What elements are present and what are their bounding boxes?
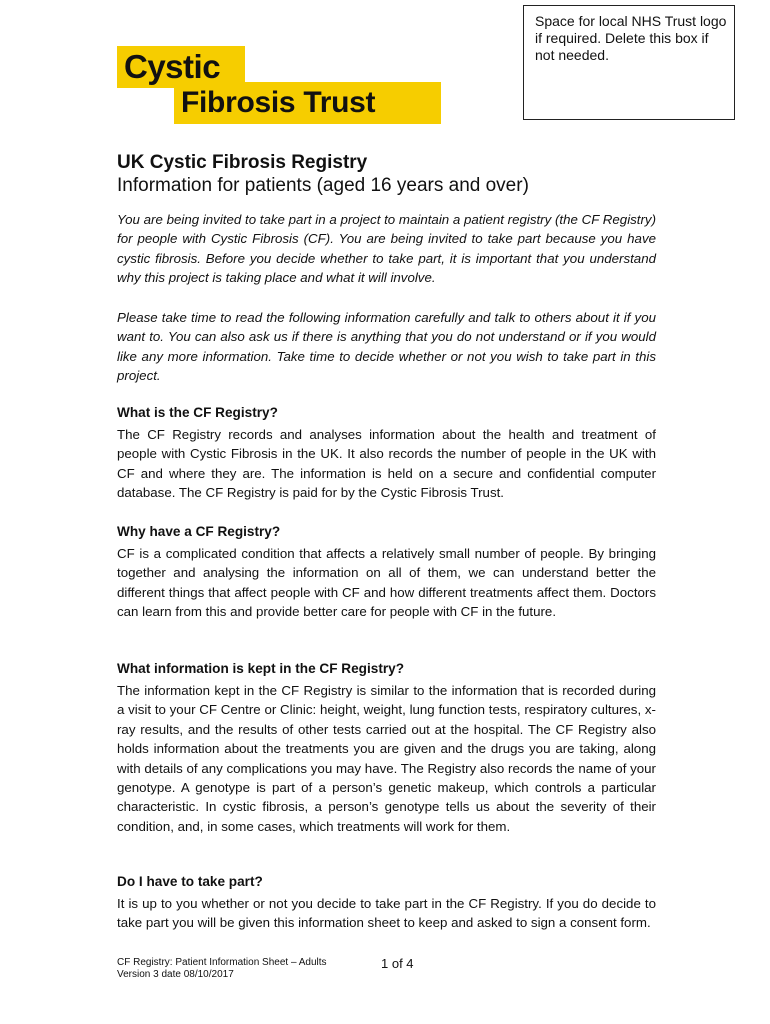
nhs-box-text: Space for local NHS Trust logo if required. Delete this box if not needed. [535,13,727,63]
section-body-information-kept: The information kept in the CF Registry is similar to the information that is recorded during a visit to your CF Centre or Clinic: height, weight, lung function tests, respiratory cultures, x-ray results, and the results of other tests carried out at the hospital. The CF Registry also holds information about the treatments you are given and the drugs you are taking, along with details of any complications you may have. The Registry also records the name of your genotype. A genotype is part of a person’s genetic makeup, which controls a particular characteristic. In cystic fibrosis, a person’s genotype tells us about the severity of their condition, and, in some cases, which treatments will work for them. [117,683,656,834]
section-heading-what-is: What is the CF Registry? [117,405,278,420]
section-heading-take-part: Do I have to take part? [117,874,263,889]
page-number: 1 of 4 [381,956,414,971]
section-body-why: CF is a complicated condition that affects a relatively small number of people. By bringing together and analysing the information on all of them, we can understand better the different things that affect people with CF and how different treatments affect them. Doctors can learn from this and provide better care for people with CF in the future. [117,546,656,620]
document-subtitle: Information for patients (aged 16 years and over) [117,175,529,196]
cystic-fibrosis-trust-logo [117,46,441,124]
section-heading-information-kept: What information is kept in the CF Registry? [117,661,404,676]
intro-paragraph-1: You are being invited to take part in a project to maintain a patient registry (the CF Registry) for people with Cystic Fibrosis (CF). You are being invited to take part because you have cystic fibrosis. Before you decide whether to take part, it is important that you understand why this project is taking place and what it will involve. [117,212,656,286]
document-title: UK Cystic Fibrosis Registry [117,152,368,173]
nhs-logo-placeholder-box [523,5,735,120]
section-body-what-is: The CF Registry records and analyses information about the health and treatment of people with Cystic Fibrosis in the UK. It also records the number of people in the UK with CF and where they are. The information is held on a secure and confidential computer database. The CF Registry is paid for by the Cystic Fibrosis Trust. [117,427,656,501]
footer-line-2: Version 3 date 08/10/2017 [117,969,234,980]
logo-text-line1: Cystic [124,48,221,85]
footer-document-info [117,957,327,981]
logo-text-line2: Fibrosis Trust [181,86,376,119]
intro-paragraph-2: Please take time to read the following information carefully and talk to others about it if you want to. You can also ask us if there is anything that you do not understand or if you would like any more information. Take time to decide whether or not you wish to take part in this project. [117,310,656,384]
section-body-take-part: It is up to you whether or not you decide to take part in the CF Registry. If you do decide to take part you will be given this information sheet to keep and asked to sign a consent form. [117,896,656,931]
section-heading-why: Why have a CF Registry? [117,524,281,539]
footer-line-1: CF Registry: Patient Information Sheet – Adults [117,957,327,968]
